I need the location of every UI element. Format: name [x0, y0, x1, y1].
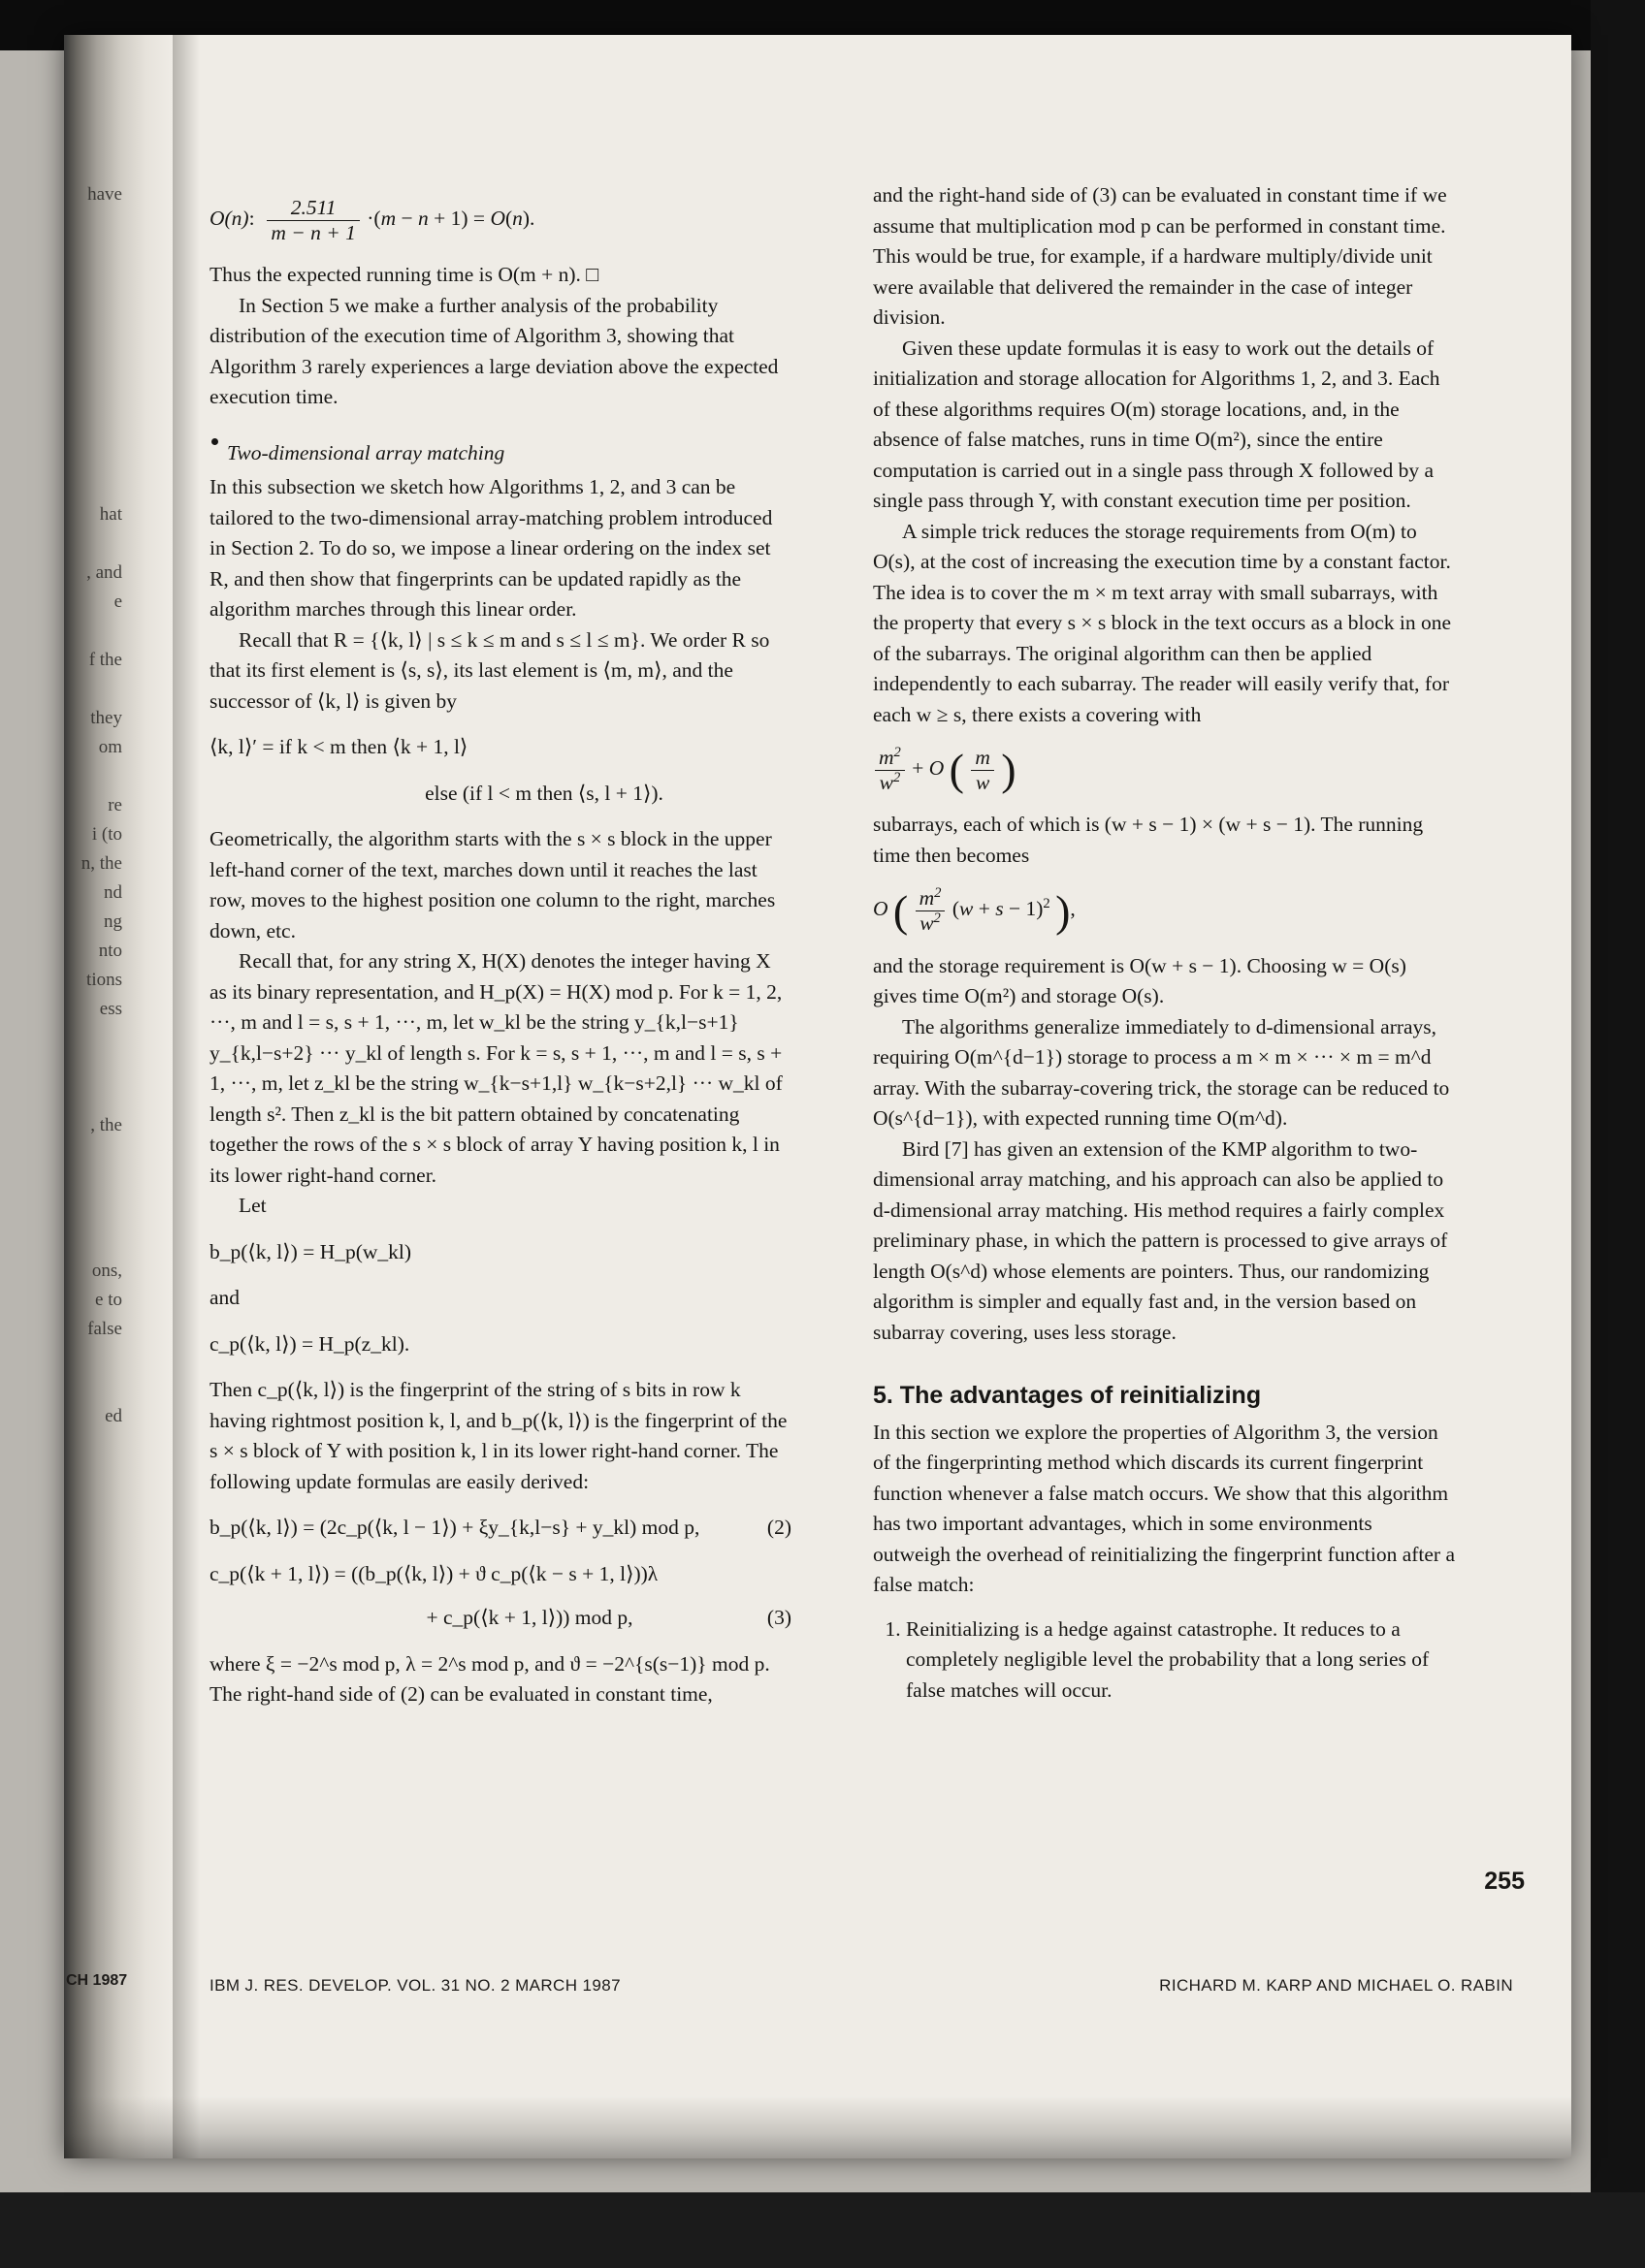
fraction-m2-w2-runtime: $\frac{m^2}{w^2}$ — [916, 886, 946, 935]
paragraph-subarrays: subarrays, each of which is (w + s − 1) × (w + s − 1). The running time then becomes — [873, 813, 1424, 867]
equation-3-line2: + c_p(⟨k + 1, l⟩)) mod p, — [426, 1606, 633, 1630]
paragraph-section5-intro: In this section we explore the properties of Algorithm 3, the version of the fingerprinting method which discards its current fingerprint function whenever a false match occurs. We show that this algorithm has two important advantages, which in some environments outweigh the overhead of reinitializing the fingerprint function after a false match: — [873, 1420, 1455, 1597]
facing-page-line: e — [113, 591, 122, 612]
facing-page-line — [64, 1344, 122, 1373]
paragraph-subsection-intro: In this subsection we sketch how Algorithms 1, 2, and 3 can be tailored to the two-dimensional array-matching problem introduced in Section 2. To do so, we impose a linear ordering on the index set R, and then show that fingerprints can be updated rapidly as the algorithm marches through this linear order. — [210, 475, 773, 622]
scan-edge-bottom — [0, 2192, 1645, 2268]
facing-page-line: tions — [86, 970, 122, 990]
facing-page-line — [64, 297, 122, 326]
paragraph-geometrically: Geometrically, the algorithm starts with the s × s block in the upper left-hand corner of the text, marches down until it reaches the last row, moves to the highest position one column to the right, marches down, etc. — [210, 827, 776, 942]
facing-page-line — [64, 355, 122, 384]
facing-page-line: i (to — [91, 824, 122, 845]
page-number: 255 — [1484, 1868, 1525, 1895]
facing-page-line: n, the — [81, 853, 122, 874]
facing-page-line — [64, 1169, 122, 1198]
facing-page-line — [64, 442, 122, 471]
facing-page-line — [64, 268, 122, 297]
equation-c-definition: c_p(⟨k, l⟩) = H_p(z_kl). — [210, 1331, 410, 1356]
equation-2-row — [210, 1513, 791, 1544]
facing-page-line — [64, 209, 122, 239]
paragraph-recall-R: Recall that R = {⟨k, l⟩ | s ≤ k ≤ m and s ≤ l ≤ m}. We order R so that its first element is ⟨s, s⟩, its last element is ⟨m, m⟩, and the successor of ⟨k, l⟩ is given by — [210, 627, 770, 713]
scan-edge-right — [1591, 0, 1645, 2268]
paragraph-then-fingerprint: Then c_p(⟨k, l⟩) is the fingerprint of the string of s bits in row k having rightmost position k, l, and b_p(⟨k, l⟩) is the fingerprint of the s × s block of Y with position k, l in its lower right-hand corner. The following update formulas are easily derived: — [210, 1378, 788, 1493]
paragraph-simple-trick: A simple trick reduces the storage requirements from O(m) to O(s), at the cost of increasing the execution time by a constant factor. The idea is to cover the m × m text array with small subarrays, with the property that every s × s block in the text occurs as a block in one of the subarrays. The original algorithm can then be applied independently to each subarray. The reader will easily verify that, for each w ≥ s, there exists a covering with — [873, 519, 1452, 726]
facing-page-line — [64, 1053, 122, 1082]
page-spine-gradient — [173, 35, 200, 2158]
facing-page-line: re — [108, 795, 122, 815]
text-column-right — [873, 180, 1455, 1711]
paragraph-generalize-d-dimensional: The algorithms generalize immediately to d-dimensional arrays, requiring O(m^{d−1}) storage to process a m × m × ··· × m = m^d array. With the subarray-covering trick, the storage can be reduced to O(s^{d−1}), with expected running time O(m^d). — [873, 1014, 1450, 1131]
facing-page-line: f the — [88, 650, 122, 670]
facing-page-line — [64, 1140, 122, 1169]
paragraph-recall-H: Recall that, for any string X, H(X) denotes the integer having X as its binary representation, and H_p(X) = H(X) mod p. For k = 1, 2, ···, m and l = s, s + 1, ···, m, let w_kl be the string y_{k,l−s+1} y_{k,l−s+2} ··· y_kl of length s. For k = s, s + 1, ···, m and l = s, s + 1, ···, m, let z_kl be the string w_{k−s+1,l} w_{k−s+2,l} ··· w_kl of length s². Then z_kl is the bit pattern obtained by concatenating together the rows of the s × s block of array Y having position k, l in its lower right-hand corner. — [210, 949, 783, 1187]
page-content — [210, 180, 1500, 2003]
facing-page-line — [64, 413, 122, 442]
equation-b-definition: b_p(⟨k, l⟩) = H_p(w_kl) — [210, 1239, 412, 1263]
paren-open: ( — [949, 745, 964, 795]
facing-page-line: , the — [90, 1115, 122, 1135]
equation-2-body: b_p(⟨k, l⟩) = (2c_p(⟨k, l − 1⟩) + ξy_{k,l−s} + y_kl) mod p, — [210, 1516, 700, 1540]
equation-3-line1: c_p(⟨k + 1, l⟩) = ((b_p(⟨k, l⟩) + ϑ c_p(⟨k − s + 1, l⟩))λ — [210, 1561, 659, 1585]
facing-page-footer: CH 1987 — [66, 1972, 128, 1989]
paren-close: ) — [1001, 745, 1016, 795]
word-and: and — [210, 1286, 241, 1310]
section-heading-5: 5. The advantages of reinitializing — [873, 1382, 1262, 1410]
facing-page-line: false — [87, 1319, 122, 1339]
equation-3-number: (3) — [766, 1606, 791, 1630]
equation-running-time: O ( $\frac{m^2}{w^2}$ $(w + s - 1)^2$ ), — [873, 885, 1076, 936]
facing-page-line: ons, — [91, 1261, 122, 1281]
facing-page-line: they — [90, 708, 122, 728]
facing-page-line — [64, 326, 122, 355]
facing-page-line — [64, 1082, 122, 1111]
text-column-left — [210, 180, 791, 1710]
paren-close-runtime: ) — [1055, 885, 1071, 936]
facing-page-line — [64, 471, 122, 500]
paragraph-right-hand-side: and the right-hand side of (3) can be evaluated in constant time if we assume that multiplication mod p can be performed in constant time. This would be true, for example, if a hardware multiply/divide unit were available that delivered the remainder in the case of integer division. — [873, 183, 1447, 329]
facing-page-line: ed — [105, 1406, 122, 1426]
paragraph-let: Let — [239, 1194, 267, 1218]
equation-top: O(n): $\frac{2.511}{m - n + 1}$ ·(m − n + 1) = O(n). — [210, 196, 535, 244]
subsection-heading-two-dimensional: Two-dimensional array matching — [227, 440, 505, 464]
paragraph-storage-requirement: and the storage requirement is O(w + s − 1). Choosing w = O(s) gives time O(m²) and storage O(s). — [873, 953, 1406, 1008]
facing-page-line: om — [98, 737, 122, 757]
facing-page-line — [64, 617, 122, 646]
facing-page-line: e to — [95, 1290, 122, 1310]
fraction-m-w: $\frac{m}{w}$ — [971, 746, 994, 794]
facing-page-line: ng — [104, 911, 122, 932]
equation-successor-line2: else (if l < m then ⟨s, l + 1⟩). — [425, 781, 663, 805]
fraction-m2-w2: $\frac{m^2}{w^2}$ — [875, 746, 905, 794]
paragraph-given-update-formulas: Given these update formulas it is easy to work out the details of initialization and storage allocation for Algorithms 1, 2, and 3. Each of these algorithms requires O(m) storage locations, and, in the absence of false matches, runs in time O(m²), since the entire computation is carried out in a single pass through X followed by a single pass through Y, with constant execution time per position. — [873, 335, 1440, 512]
facing-page-line — [64, 1373, 122, 1402]
facing-page-line: , and — [86, 562, 122, 583]
list-item: 1. Reinitializing is a hedge against catastrophe. It reduces to a completely negligible level the probability that a long series of false matches will occur. — [906, 1614, 1455, 1707]
facing-page-line: ess — [99, 999, 122, 1019]
facing-page-text-sliver — [64, 180, 126, 1431]
equation-3-row — [210, 1559, 791, 1634]
footer-journal-info: IBM J. RES. DEVELOP. VOL. 31 NO. 2 MARCH 1987 — [210, 1976, 621, 1995]
facing-page-line — [64, 762, 122, 791]
paragraph-section5-reference: In Section 5 we make a further analysis of the probability distribution of the execution time of Algorithm 3, showing that Algorithm 3 rarely experiences a large deviation above the expected execution time. — [210, 293, 779, 409]
document-page — [64, 35, 1571, 2158]
equation-covering: $\frac{m^2}{w^2}$ + O ( $\frac{m}{w}$ ) — [873, 746, 1455, 794]
paragraph-where-constants: where ξ = −2^s mod p, λ = 2^s mod p, and ϑ = −2^{s(s−1)} mod p. The right-hand side of (2) can be evaluated in constant time, — [210, 1651, 770, 1707]
footer-authors: RICHARD M. KARP AND MICHAEL O. RABIN — [1159, 1976, 1513, 1995]
paragraph-thus-expected: Thus the expected running time is O(m + n). □ — [210, 263, 599, 287]
facing-page-line: hat — [99, 504, 122, 525]
facing-page-line: nto — [98, 941, 122, 961]
paragraph-bird-extension: Bird [7] has given an extension of the KMP algorithm to two-dimensional array matching, and his approach can also be applied to d-dimensional array matching. His method requires a fairly complex preliminary phase, in which the pattern is processed to give arrays of length O(s^d) whose elements are pointers. Thus, our randomizing algorithm is simpler and equally fast and, in the version based on subarray covering, uses less storage. — [873, 1136, 1448, 1344]
facing-page-line: have — [87, 184, 122, 205]
facing-page-line: nd — [104, 882, 122, 903]
page-bottom-curl — [64, 2096, 1571, 2158]
bullet-icon — [211, 438, 218, 445]
facing-page-line — [64, 1198, 122, 1228]
paren-open-runtime: ( — [892, 885, 909, 936]
facing-page-line — [64, 384, 122, 413]
facing-page-line — [64, 529, 122, 559]
equation-2-number: (2) — [766, 1516, 791, 1540]
advantages-list — [873, 1614, 1455, 1707]
facing-page-line — [64, 1024, 122, 1053]
facing-page-line — [64, 675, 122, 704]
equation-successor-line1: ⟨k, l⟩′ = if k < m then ⟨k + 1, l⟩ — [210, 735, 468, 759]
facing-page-line — [64, 239, 122, 268]
facing-page-line — [64, 1228, 122, 1257]
fraction-2511: $\frac{2.511}{m - n + 1}$ — [267, 196, 360, 244]
